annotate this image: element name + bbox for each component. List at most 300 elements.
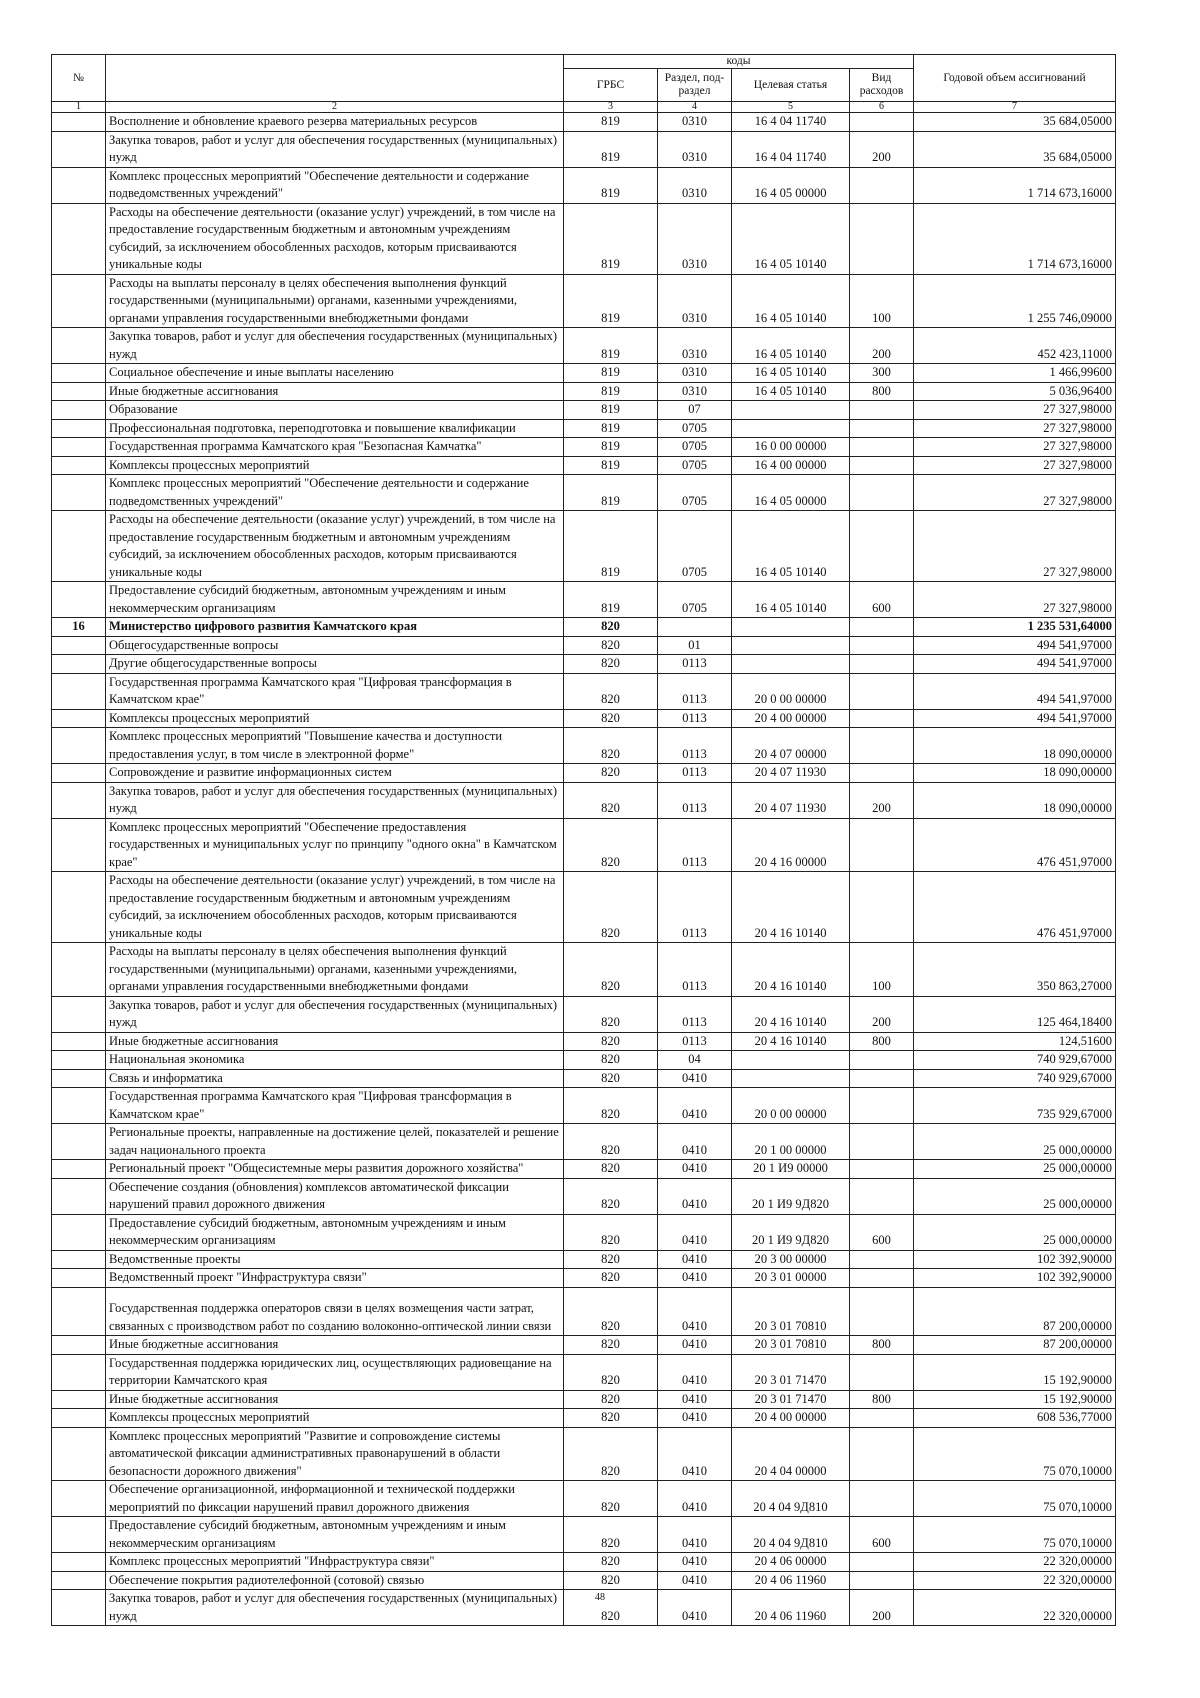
row-grbs: 820: [564, 1160, 658, 1179]
row-grbs: 820: [564, 872, 658, 943]
row-expense-type: [850, 636, 914, 655]
row-expense-type: 800: [850, 382, 914, 401]
row-expense-type: [850, 1354, 914, 1390]
row-razdel: 0113: [658, 943, 732, 997]
row-number: [52, 364, 106, 383]
row-amount: 18 090,00000: [914, 764, 1116, 783]
row-number: [52, 728, 106, 764]
row-grbs: 819: [564, 511, 658, 582]
row-grbs: 819: [564, 274, 658, 328]
row-grbs: 820: [564, 636, 658, 655]
column-number: 6: [850, 102, 914, 113]
row-target-article: 16 4 05 00000: [732, 475, 850, 511]
row-target-article: [732, 419, 850, 438]
row-target-article: 20 4 06 00000: [732, 1553, 850, 1572]
row-razdel: 04: [658, 1051, 732, 1070]
row-amount: 27 327,98000: [914, 401, 1116, 420]
row-amount: 27 327,98000: [914, 456, 1116, 475]
row-expense-type: [850, 818, 914, 872]
row-grbs: 819: [564, 167, 658, 203]
row-razdel: 0113: [658, 655, 732, 674]
table-row: [52, 728, 1116, 764]
table-row: [52, 438, 1116, 457]
row-number: [52, 1269, 106, 1288]
row-razdel: 0410: [658, 1178, 732, 1214]
header-annual: Годовой объем ассигнований: [914, 55, 1116, 102]
row-name: Региональный проект "Общесистемные меры развития дорожного хозяйства": [106, 1160, 564, 1179]
row-amount: 735 929,67000: [914, 1088, 1116, 1124]
row-target-article: 20 4 16 00000: [732, 818, 850, 872]
row-name: Общегосударственные вопросы: [106, 636, 564, 655]
row-expense-type: [850, 764, 914, 783]
row-amount: 22 320,00000: [914, 1590, 1116, 1626]
row-name: Обеспечение покрытия радиотелефонной (сотовой) связью: [106, 1571, 564, 1590]
row-target-article: 20 4 04 9Д810: [732, 1517, 850, 1553]
header-razdel: Раздел, под-раздел: [658, 69, 732, 102]
row-grbs: 820: [564, 782, 658, 818]
row-razdel: 0113: [658, 818, 732, 872]
row-grbs: 820: [564, 673, 658, 709]
row-number: [52, 113, 106, 132]
page-number: 48: [595, 1592, 605, 1603]
row-expense-type: [850, 1250, 914, 1269]
row-razdel: 0410: [658, 1287, 732, 1336]
row-razdel: 0410: [658, 1336, 732, 1355]
table-row: [52, 1069, 1116, 1088]
table-row: [52, 1336, 1116, 1355]
row-number: [52, 673, 106, 709]
row-number: [52, 782, 106, 818]
row-target-article: 20 4 16 10140: [732, 943, 850, 997]
row-name: Комплекс процессных мероприятий "Повышение качества и доступности предоставления услуг, в том числе в электронной форме": [106, 728, 564, 764]
row-expense-type: [850, 113, 914, 132]
header-codes: коды: [564, 55, 914, 69]
row-expense-type: [850, 1409, 914, 1428]
table-row: [52, 1160, 1116, 1179]
row-amount: 494 541,97000: [914, 709, 1116, 728]
row-name: Комплексы процессных мероприятий: [106, 1409, 564, 1428]
row-grbs: 820: [564, 1517, 658, 1553]
row-grbs: 819: [564, 582, 658, 618]
row-expense-type: [850, 709, 914, 728]
row-amount: 125 464,18400: [914, 996, 1116, 1032]
row-grbs: 819: [564, 438, 658, 457]
row-name: Комплекс процессных мероприятий "Развитие и сопровождение системы автоматической фиксации административных правонарушений в области безопасности дорожного движения": [106, 1427, 564, 1481]
budget-table: [51, 54, 1116, 1626]
row-amount: 27 327,98000: [914, 475, 1116, 511]
row-expense-type: [850, 511, 914, 582]
row-razdel: 0113: [658, 709, 732, 728]
table-row: [52, 636, 1116, 655]
row-razdel: 0410: [658, 1517, 732, 1553]
row-razdel: 0310: [658, 382, 732, 401]
table-row: [52, 511, 1116, 582]
row-target-article: 16 4 05 10140: [732, 274, 850, 328]
table-row: [52, 1553, 1116, 1572]
row-amount: 87 200,00000: [914, 1287, 1116, 1336]
row-target-article: 16 4 05 00000: [732, 167, 850, 203]
row-razdel: 0410: [658, 1390, 732, 1409]
row-target-article: 20 4 07 11930: [732, 764, 850, 783]
row-grbs: 820: [564, 709, 658, 728]
table-row: [52, 328, 1116, 364]
row-expense-type: 800: [850, 1390, 914, 1409]
row-grbs: 820: [564, 1481, 658, 1517]
row-amount: 740 929,67000: [914, 1051, 1116, 1070]
row-expense-type: [850, 1160, 914, 1179]
row-target-article: [732, 401, 850, 420]
row-amount: 1 714 673,16000: [914, 203, 1116, 274]
row-amount: 1 466,99600: [914, 364, 1116, 383]
row-grbs: 819: [564, 475, 658, 511]
row-expense-type: [850, 728, 914, 764]
row-grbs: 820: [564, 728, 658, 764]
table-row: [52, 364, 1116, 383]
row-grbs: 819: [564, 401, 658, 420]
row-name: Иные бюджетные ассигнования: [106, 382, 564, 401]
row-razdel: 07: [658, 401, 732, 420]
row-number: [52, 943, 106, 997]
row-amount: 25 000,00000: [914, 1124, 1116, 1160]
row-grbs: 820: [564, 1214, 658, 1250]
table-row: [52, 401, 1116, 420]
row-expense-type: 800: [850, 1032, 914, 1051]
row-number: [52, 655, 106, 674]
row-razdel: 0113: [658, 872, 732, 943]
row-name: Расходы на обеспечение деятельности (оказание услуг) учреждений, в том числе на предоставление государственным бюджетным и автономным учреждениям субсидий, за исключением обособленных расходов, которым присваиваются уникальные коды: [106, 872, 564, 943]
row-expense-type: 100: [850, 943, 914, 997]
row-grbs: 820: [564, 996, 658, 1032]
row-expense-type: 200: [850, 996, 914, 1032]
table-row: [52, 943, 1116, 997]
row-razdel: 0705: [658, 438, 732, 457]
row-amount: 25 000,00000: [914, 1178, 1116, 1214]
row-target-article: 20 4 06 11960: [732, 1571, 850, 1590]
row-number: [52, 1178, 106, 1214]
table-row: [52, 673, 1116, 709]
table-row: [52, 1088, 1116, 1124]
row-razdel: 0410: [658, 1250, 732, 1269]
row-name: Связь и информатика: [106, 1069, 564, 1088]
row-name: Национальная экономика: [106, 1051, 564, 1070]
row-razdel: 0113: [658, 996, 732, 1032]
row-grbs: 819: [564, 113, 658, 132]
row-target-article: 16 4 04 11740: [732, 131, 850, 167]
table-row: [52, 1214, 1116, 1250]
row-grbs: 820: [564, 764, 658, 783]
row-number: [52, 1069, 106, 1088]
row-amount: 27 327,98000: [914, 511, 1116, 582]
row-target-article: 20 4 16 10140: [732, 1032, 850, 1051]
row-expense-type: 100: [850, 274, 914, 328]
row-target-article: 20 1 00 00000: [732, 1124, 850, 1160]
row-name: Социальное обеспечение и иные выплаты населению: [106, 364, 564, 383]
row-target-article: [732, 655, 850, 674]
row-razdel: 0705: [658, 475, 732, 511]
row-number: [52, 764, 106, 783]
row-target-article: 20 3 01 71470: [732, 1390, 850, 1409]
row-expense-type: [850, 419, 914, 438]
header-grbs: ГРБС: [564, 69, 658, 102]
row-number: [52, 1088, 106, 1124]
row-number: [52, 203, 106, 274]
table-row: [52, 655, 1116, 674]
header-target: Целевая статья: [732, 69, 850, 102]
row-expense-type: 600: [850, 1214, 914, 1250]
row-grbs: 820: [564, 1269, 658, 1288]
row-target-article: 20 3 01 71470: [732, 1354, 850, 1390]
row-expense-type: [850, 1124, 914, 1160]
row-amount: 494 541,97000: [914, 673, 1116, 709]
row-expense-type: 600: [850, 582, 914, 618]
row-grbs: 819: [564, 382, 658, 401]
row-name: Закупка товаров, работ и услуг для обеспечения государственных (муниципальных) нужд: [106, 1590, 564, 1626]
row-target-article: 16 4 04 11740: [732, 113, 850, 132]
row-target-article: 20 4 00 00000: [732, 709, 850, 728]
row-amount: 15 192,90000: [914, 1390, 1116, 1409]
row-expense-type: 200: [850, 1590, 914, 1626]
row-target-article: 20 4 16 10140: [732, 996, 850, 1032]
table-row: [52, 456, 1116, 475]
row-expense-type: 300: [850, 364, 914, 383]
row-expense-type: [850, 1069, 914, 1088]
row-name: Предоставление субсидий бюджетным, автономным учреждениям и иным некоммерческим организациям: [106, 582, 564, 618]
row-name: Комплекс процессных мероприятий "Инфраструктура связи": [106, 1553, 564, 1572]
row-razdel: [658, 618, 732, 637]
row-name: Комплекс процессных мероприятий "Обеспечение деятельности и содержание подведомственных учреждений": [106, 167, 564, 203]
row-expense-type: [850, 456, 914, 475]
row-razdel: 0705: [658, 511, 732, 582]
row-razdel: 0705: [658, 419, 732, 438]
row-expense-type: 800: [850, 1336, 914, 1355]
row-name: Профессиональная подготовка, переподготовка и повышение квалификации: [106, 419, 564, 438]
table-row: [52, 618, 1116, 637]
table-row: [52, 1287, 1116, 1336]
row-razdel: 0113: [658, 728, 732, 764]
row-grbs: 820: [564, 1553, 658, 1572]
row-name: Закупка товаров, работ и услуг для обеспечения государственных (муниципальных) нужд: [106, 996, 564, 1032]
row-razdel: 0113: [658, 673, 732, 709]
table-row: [52, 382, 1116, 401]
row-target-article: 20 0 00 00000: [732, 673, 850, 709]
row-name: Министерство цифрового развития Камчатского края: [106, 618, 564, 637]
row-amount: 494 541,97000: [914, 636, 1116, 655]
row-target-article: 20 3 00 00000: [732, 1250, 850, 1269]
row-razdel: 0113: [658, 782, 732, 818]
table-row: [52, 1427, 1116, 1481]
table-row: [52, 475, 1116, 511]
row-target-article: 20 1 И9 00000: [732, 1160, 850, 1179]
row-target-article: 20 4 00 00000: [732, 1409, 850, 1428]
table-row: [52, 1390, 1116, 1409]
row-name: Комплексы процессных мероприятий: [106, 709, 564, 728]
row-razdel: 0410: [658, 1214, 732, 1250]
row-target-article: 20 4 06 11960: [732, 1590, 850, 1626]
row-number: [52, 131, 106, 167]
table-row: [52, 131, 1116, 167]
row-target-article: 20 0 00 00000: [732, 1088, 850, 1124]
row-name: Закупка товаров, работ и услуг для обеспечения государственных (муниципальных) нужд: [106, 131, 564, 167]
header-number: №: [52, 55, 106, 102]
row-razdel: 0410: [658, 1427, 732, 1481]
row-expense-type: [850, 1553, 914, 1572]
row-target-article: 20 3 01 70810: [732, 1287, 850, 1336]
row-expense-type: [850, 655, 914, 674]
row-grbs: 820: [564, 1124, 658, 1160]
table-body: [52, 113, 1116, 1626]
row-grbs: 819: [564, 203, 658, 274]
row-number: [52, 167, 106, 203]
row-name: Иные бюджетные ассигнования: [106, 1390, 564, 1409]
row-name: Другие общегосударственные вопросы: [106, 655, 564, 674]
row-target-article: 20 3 01 00000: [732, 1269, 850, 1288]
row-razdel: 0410: [658, 1409, 732, 1428]
row-amount: 27 327,98000: [914, 419, 1116, 438]
row-target-article: 16 4 05 10140: [732, 582, 850, 618]
row-name: Расходы на обеспечение деятельности (оказание услуг) учреждений, в том числе на предоставление государственным бюджетным и автономным учреждениям субсидий, за исключением обособленных расходов, которым присваиваются уникальные коды: [106, 511, 564, 582]
row-number: [52, 1409, 106, 1428]
row-amount: 15 192,90000: [914, 1354, 1116, 1390]
row-grbs: 819: [564, 364, 658, 383]
row-amount: 75 070,10000: [914, 1427, 1116, 1481]
table-row: [52, 1269, 1116, 1288]
row-target-article: 20 3 01 70810: [732, 1336, 850, 1355]
row-razdel: 0310: [658, 328, 732, 364]
row-name: Закупка товаров, работ и услуг для обеспечения государственных (муниципальных) нужд: [106, 782, 564, 818]
row-number: [52, 1390, 106, 1409]
row-razdel: 0410: [658, 1269, 732, 1288]
row-razdel: 0113: [658, 1032, 732, 1051]
row-razdel: 0410: [658, 1571, 732, 1590]
row-name: Государственная поддержка юридических лиц, осуществляющих радиовещание на территории Камчатского края: [106, 1354, 564, 1390]
row-grbs: 819: [564, 328, 658, 364]
table-row: [52, 274, 1116, 328]
row-name: Восполнение и обновление краевого резерва материальных ресурсов: [106, 113, 564, 132]
header-name: [106, 55, 564, 102]
row-number: [52, 1051, 106, 1070]
row-name: Сопровождение и развитие информационных систем: [106, 764, 564, 783]
row-number: [52, 1571, 106, 1590]
row-number: [52, 1250, 106, 1269]
row-target-article: 20 4 16 10140: [732, 872, 850, 943]
row-grbs: 819: [564, 419, 658, 438]
row-name: Государственная программа Камчатского края "Безопасная Камчатка": [106, 438, 564, 457]
table-row: [52, 113, 1116, 132]
row-target-article: 16 4 05 10140: [732, 203, 850, 274]
row-number: [52, 1287, 106, 1336]
table-row: [52, 1354, 1116, 1390]
row-amount: 124,51600: [914, 1032, 1116, 1051]
row-amount: 476 451,97000: [914, 872, 1116, 943]
row-expense-type: 200: [850, 782, 914, 818]
row-name: Государственная программа Камчатского края "Цифровая трансформация в Камчатском крае": [106, 1088, 564, 1124]
row-name: Государственная программа Камчатского края "Цифровая трансформация в Камчатском крае": [106, 673, 564, 709]
row-expense-type: [850, 1178, 914, 1214]
table-row: [52, 996, 1116, 1032]
row-amount: 1 235 531,64000: [914, 618, 1116, 637]
row-target-article: [732, 1069, 850, 1088]
row-amount: 75 070,10000: [914, 1517, 1116, 1553]
table-row: [52, 1124, 1116, 1160]
column-number: 4: [658, 102, 732, 113]
row-target-article: [732, 1051, 850, 1070]
row-grbs: 819: [564, 456, 658, 475]
row-number: [52, 419, 106, 438]
row-expense-type: [850, 1269, 914, 1288]
row-number: [52, 438, 106, 457]
row-number: [52, 1160, 106, 1179]
row-target-article: 20 1 И9 9Д820: [732, 1178, 850, 1214]
row-grbs: 820: [564, 1051, 658, 1070]
row-expense-type: [850, 438, 914, 457]
row-grbs: 820: [564, 1178, 658, 1214]
row-grbs: 820: [564, 1336, 658, 1355]
row-name: Расходы на обеспечение деятельности (оказание услуг) учреждений, в том числе на предоставление государственным бюджетным и автономным учреждениям субсидий, за исключением обособленных расходов, которым присваиваются уникальные коды: [106, 203, 564, 274]
row-amount: 35 684,05000: [914, 113, 1116, 132]
row-number: [52, 582, 106, 618]
row-number: [52, 1481, 106, 1517]
row-name: Обеспечение создания (обновления) комплексов автоматической фиксации нарушений правил дорожного движения: [106, 1178, 564, 1214]
row-grbs: 820: [564, 1409, 658, 1428]
row-number: [52, 1336, 106, 1355]
row-amount: 87 200,00000: [914, 1336, 1116, 1355]
row-name: Обеспечение организационной, информационной и технической поддержки мероприятий по фиксации нарушений правил дорожного движения: [106, 1481, 564, 1517]
row-expense-type: 600: [850, 1517, 914, 1553]
header-column-numbers: [52, 102, 1116, 113]
table-row: [52, 1409, 1116, 1428]
row-number: [52, 511, 106, 582]
row-grbs: 820: [564, 1427, 658, 1481]
row-expense-type: [850, 673, 914, 709]
row-grbs: 820: [564, 1088, 658, 1124]
row-razdel: 0410: [658, 1553, 732, 1572]
row-razdel: 0310: [658, 167, 732, 203]
row-number: [52, 1517, 106, 1553]
row-number: [52, 1553, 106, 1572]
row-amount: 350 863,27000: [914, 943, 1116, 997]
row-number: [52, 1124, 106, 1160]
row-amount: 608 536,77000: [914, 1409, 1116, 1428]
row-target-article: 16 4 05 10140: [732, 382, 850, 401]
row-number: [52, 872, 106, 943]
row-razdel: 0410: [658, 1088, 732, 1124]
row-grbs: 820: [564, 1590, 658, 1626]
row-amount: 494 541,97000: [914, 655, 1116, 674]
row-grbs: 819: [564, 131, 658, 167]
table-row: [52, 764, 1116, 783]
row-amount: 75 070,10000: [914, 1481, 1116, 1517]
row-name: Комплексы процессных мероприятий: [106, 456, 564, 475]
row-amount: 22 320,00000: [914, 1571, 1116, 1590]
table-row: [52, 203, 1116, 274]
row-razdel: 0310: [658, 274, 732, 328]
table-row: [52, 872, 1116, 943]
row-razdel: 0310: [658, 131, 732, 167]
row-razdel: 0410: [658, 1124, 732, 1160]
row-expense-type: [850, 203, 914, 274]
row-grbs: 820: [564, 618, 658, 637]
column-number: 1: [52, 102, 106, 113]
row-razdel: 0113: [658, 764, 732, 783]
row-grbs: 820: [564, 1287, 658, 1336]
row-number: [52, 818, 106, 872]
row-number: [52, 996, 106, 1032]
table-row: [52, 1178, 1116, 1214]
row-grbs: 820: [564, 1032, 658, 1051]
row-grbs: 820: [564, 1571, 658, 1590]
row-name: Закупка товаров, работ и услуг для обеспечения государственных (муниципальных) нужд: [106, 328, 564, 364]
row-target-article: 20 4 04 00000: [732, 1427, 850, 1481]
